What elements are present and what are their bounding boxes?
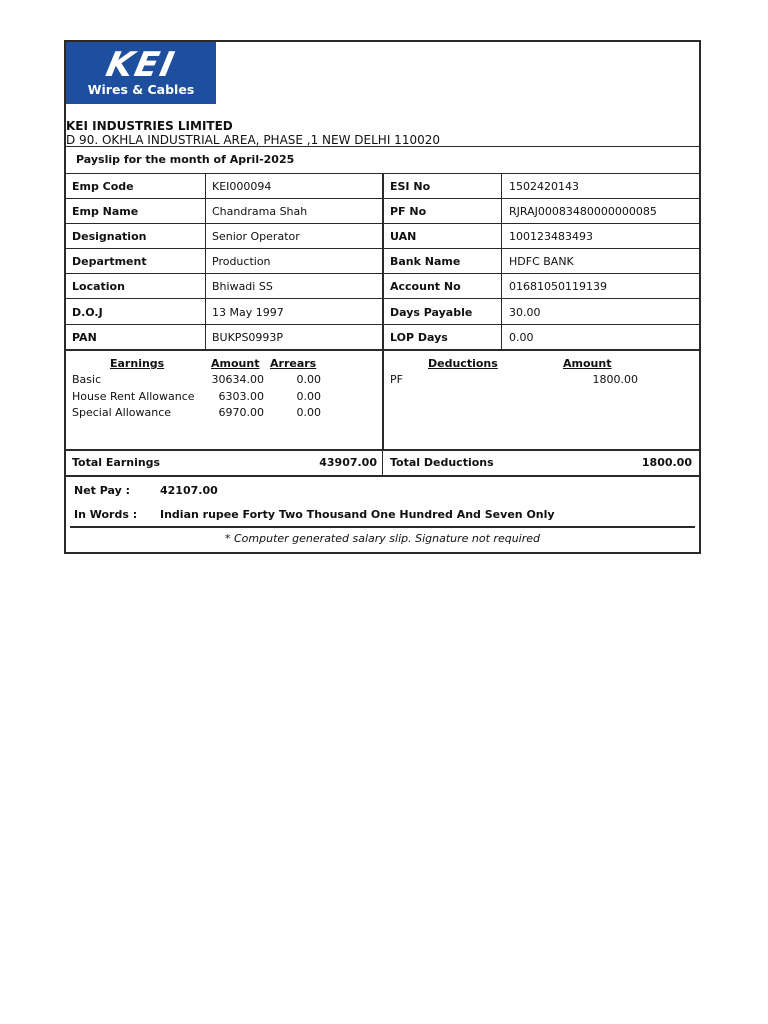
divider — [66, 146, 699, 147]
divider — [70, 526, 695, 528]
lop-days-label: LOP Days — [390, 331, 448, 344]
footer-note: * Computer generated salary slip. Signature not required — [225, 532, 540, 545]
designation-value: Senior Operator — [212, 230, 300, 243]
emp-name-label: Emp Name — [72, 205, 139, 218]
account-no-value: 01681050119139 — [509, 280, 607, 293]
divider — [382, 449, 383, 475]
logo-tagline: Wires & Cables — [87, 82, 195, 97]
in-words-label: In Words : — [74, 508, 138, 521]
department-label: Department — [72, 255, 147, 268]
company-address: D 90. OKHLA INDUSTRIAL AREA, PHASE ,1 NEW DELHI 110020 — [66, 133, 440, 147]
pf-no-value: RJRAJ00083480000000085 — [509, 205, 657, 218]
uan-label: UAN — [390, 230, 417, 243]
company-logo — [66, 42, 216, 104]
emp-code-value: KEI000094 — [212, 180, 272, 193]
bank-name-label: Bank Name — [390, 255, 461, 268]
pf-no-label: PF No — [390, 205, 427, 218]
bank-name-value: HDFC BANK — [509, 255, 574, 268]
pan-value: BUKPS0993P — [212, 331, 284, 344]
earnings-amount-header: Amount — [211, 357, 260, 370]
divider — [501, 173, 502, 349]
deductions-header: Deductions — [428, 357, 498, 370]
lop-days-value: 0.00 — [509, 331, 534, 344]
emp-name-value: Chandrama Shah — [212, 205, 308, 218]
earning-amount: 6303.00 — [218, 390, 264, 403]
days-payable-value: 30.00 — [509, 306, 541, 319]
earning-arrears: 0.00 — [296, 390, 321, 403]
deduction-amount: 1800.00 — [592, 373, 638, 386]
esi-no-value: 1502420143 — [509, 180, 579, 193]
earnings-header: Earnings — [110, 357, 165, 370]
location-value: Bhiwadi SS — [212, 280, 273, 293]
earning-name: Special Allowance — [72, 406, 172, 419]
earnings-arrears-header: Arrears — [270, 357, 317, 370]
payslip-title: Payslip for the month of April-2025 — [76, 153, 295, 166]
earning-amount: 6970.00 — [218, 406, 264, 419]
designation-label: Designation — [72, 230, 147, 243]
earning-arrears: 0.00 — [296, 373, 321, 386]
company-name: KEI INDUSTRIES LIMITED — [66, 119, 233, 133]
earning-name: House Rent Allowance — [72, 390, 195, 403]
doj-value: 13 May 1997 — [212, 306, 284, 319]
days-payable-label: Days Payable — [390, 306, 473, 319]
earning-amount: 30634.00 — [211, 373, 264, 386]
total-deductions-label: Total Deductions — [390, 456, 494, 469]
net-pay-label: Net Pay : — [74, 484, 131, 497]
deductions-amount-header: Amount — [563, 357, 612, 370]
location-label: Location — [72, 280, 125, 293]
earning-arrears: 0.00 — [296, 406, 321, 419]
total-earnings-label: Total Earnings — [72, 456, 161, 469]
in-words-value: Indian rupee Forty Two Thousand One Hundred And Seven Only — [160, 508, 555, 521]
total-deductions-value: 1800.00 — [641, 456, 692, 469]
emp-code-label: Emp Code — [72, 180, 134, 193]
account-no-label: Account No — [390, 280, 461, 293]
doj-label: D.O.J — [72, 306, 103, 319]
earning-name: Basic — [72, 373, 102, 386]
deduction-name: PF — [390, 373, 403, 386]
esi-no-label: ESI No — [390, 180, 431, 193]
department-value: Production — [212, 255, 271, 268]
net-pay-value: 42107.00 — [160, 484, 218, 497]
logo-mark: KEI — [102, 45, 180, 85]
pan-label: PAN — [72, 331, 97, 344]
payslip — [64, 40, 701, 554]
divider — [382, 173, 384, 449]
total-earnings-value: 43907.00 — [319, 456, 377, 469]
divider — [205, 173, 206, 349]
divider — [66, 475, 699, 477]
uan-value: 100123483493 — [509, 230, 593, 243]
